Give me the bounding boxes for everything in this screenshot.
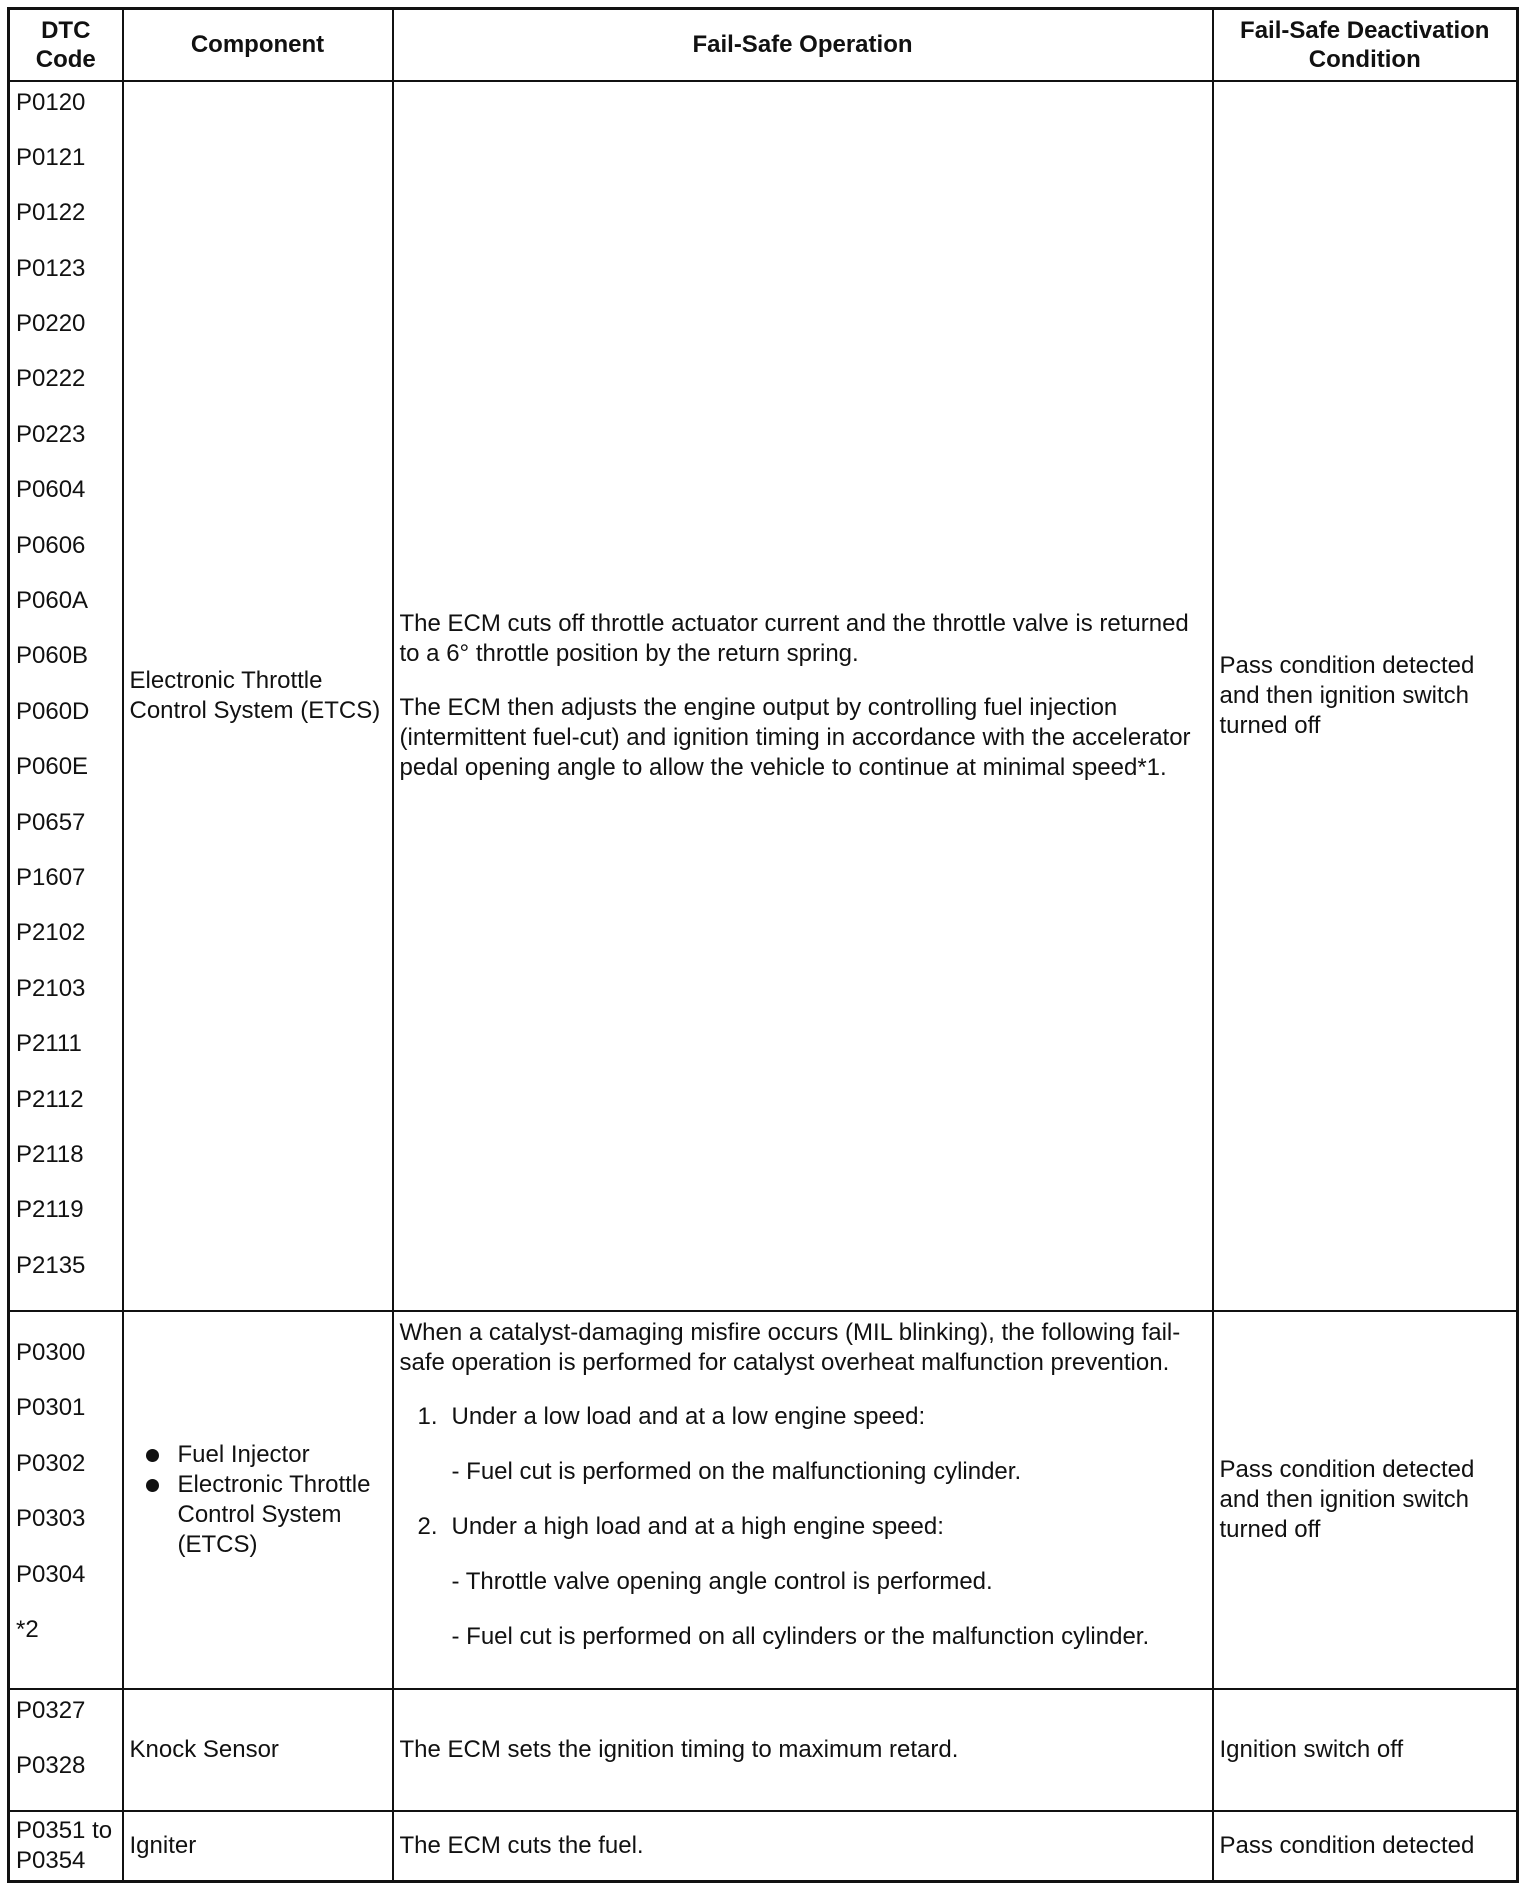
operation-substep: - Throttle valve opening angle control is performed. — [451, 1568, 993, 1596]
deactivation-cell: Pass condition detected and then ignition switch turned off — [1213, 81, 1518, 1312]
dtc-code: P0301 — [16, 1394, 86, 1422]
operation-step — [400, 1402, 1206, 1432]
deactivation-cell: Ignition switch off — [1213, 1689, 1518, 1811]
dtc-code: P0304 — [16, 1560, 86, 1588]
header-deactivation-condition: Fail-Safe Deactivation Condition — [1213, 9, 1518, 81]
dtc-code: P060A — [16, 587, 89, 615]
dtc-code: P2119 — [16, 1196, 84, 1224]
table-row — [9, 81, 1518, 1312]
dtc-code: P0604 — [16, 476, 86, 504]
step-number: 1. — [417, 1403, 438, 1431]
operation-cell — [393, 1311, 1213, 1689]
dtc-code: P0222 — [16, 365, 86, 393]
operation-cell: The ECM cuts the fuel. — [393, 1811, 1213, 1882]
operation-paragraph: The ECM cuts off throttle actuator current and the throttle valve is returned to a 6° throttle position by the return spring. — [399, 609, 1189, 667]
dtc-code-note: *2 — [16, 1616, 39, 1644]
dtc-code-list — [9, 1689, 123, 1811]
dtc-code: P0121 — [16, 143, 86, 171]
component-cell: Knock Sensor — [123, 1689, 393, 1811]
dtc-code: P2112 — [16, 1085, 84, 1113]
header-fail-safe-operation: Fail-Safe Operation — [393, 9, 1213, 81]
table-row — [9, 1689, 1518, 1811]
component-bullet-item: Electronic Throttle Control System (ETCS) — [178, 1470, 386, 1560]
fail-safe-table — [7, 7, 1519, 1883]
operation-intro: When a catalyst-damaging misfire occurs (MIL blinking), the following fail-safe operation is performed for catalyst overheat malfunction prevention. — [399, 1319, 1181, 1377]
dtc-code: P0302 — [16, 1449, 86, 1477]
dtc-code: P060E — [16, 753, 89, 781]
dtc-code: P2118 — [16, 1140, 84, 1168]
header-row — [9, 9, 1518, 81]
step-text: Under a high load and at a high engine speed: — [451, 1513, 944, 1541]
operation-cell — [393, 81, 1213, 1312]
dtc-code: P0303 — [16, 1505, 86, 1533]
dtc-code: P060B — [16, 642, 89, 670]
dtc-code: P0606 — [16, 531, 86, 559]
operation-cell: The ECM sets the ignition timing to maximum retard. — [393, 1689, 1213, 1811]
step-number: 2. — [417, 1513, 438, 1541]
dtc-code: P0223 — [16, 420, 86, 448]
component-cell — [123, 1311, 393, 1689]
dtc-code: P0123 — [16, 254, 86, 282]
dtc-code: P0657 — [16, 808, 86, 836]
dtc-code: P0327 — [16, 1697, 86, 1725]
dtc-code-list — [9, 81, 123, 1312]
operation-substep: - Fuel cut is performed on all cylinders or the malfunction cylinder. — [451, 1623, 1150, 1651]
table-row — [9, 1811, 1518, 1882]
operation-steps — [400, 1402, 1206, 1652]
dtc-code: P2102 — [16, 919, 86, 947]
operation-substep: - Fuel cut is performed on the malfunctioning cylinder. — [451, 1458, 1022, 1486]
header-component: Component — [123, 9, 393, 81]
header-dtc-code: DTC Code — [9, 9, 123, 81]
operation-step — [400, 1512, 1206, 1542]
dtc-code: P1607 — [16, 863, 86, 891]
dtc-code: P060D — [16, 697, 90, 725]
dtc-code: P0220 — [16, 310, 86, 338]
step-text: Under a low load and at a low engine speed: — [451, 1403, 926, 1431]
table-row — [9, 1311, 1518, 1689]
deactivation-cell: Pass condition detected and then ignition switch turned off — [1213, 1311, 1518, 1689]
component-cell: Electronic Throttle Control System (ETCS) — [123, 81, 393, 1312]
dtc-code: P0120 — [16, 88, 86, 116]
dtc-code: P2135 — [16, 1251, 86, 1279]
component-bullet-item: Fuel Injector — [178, 1440, 386, 1470]
component-bullet-list — [130, 1440, 386, 1560]
deactivation-cell: Pass condition detected — [1213, 1811, 1518, 1882]
dtc-code: P2111 — [16, 1030, 82, 1058]
dtc-code: P0122 — [16, 199, 86, 227]
component-cell: Igniter — [123, 1811, 393, 1882]
dtc-code-list — [9, 1311, 123, 1689]
operation-paragraph: The ECM then adjusts the engine output by controlling fuel injection (intermittent fuel-cut) and ignition timing in accordance with the accelerator pedal opening angle to allow the vehicle to continue at minimal speed*1. — [399, 693, 1191, 781]
dtc-code: P0300 — [16, 1339, 86, 1367]
dtc-code: P2103 — [16, 974, 86, 1002]
dtc-code: P0351 to P0354 — [9, 1811, 123, 1882]
dtc-code: P0328 — [16, 1752, 86, 1780]
